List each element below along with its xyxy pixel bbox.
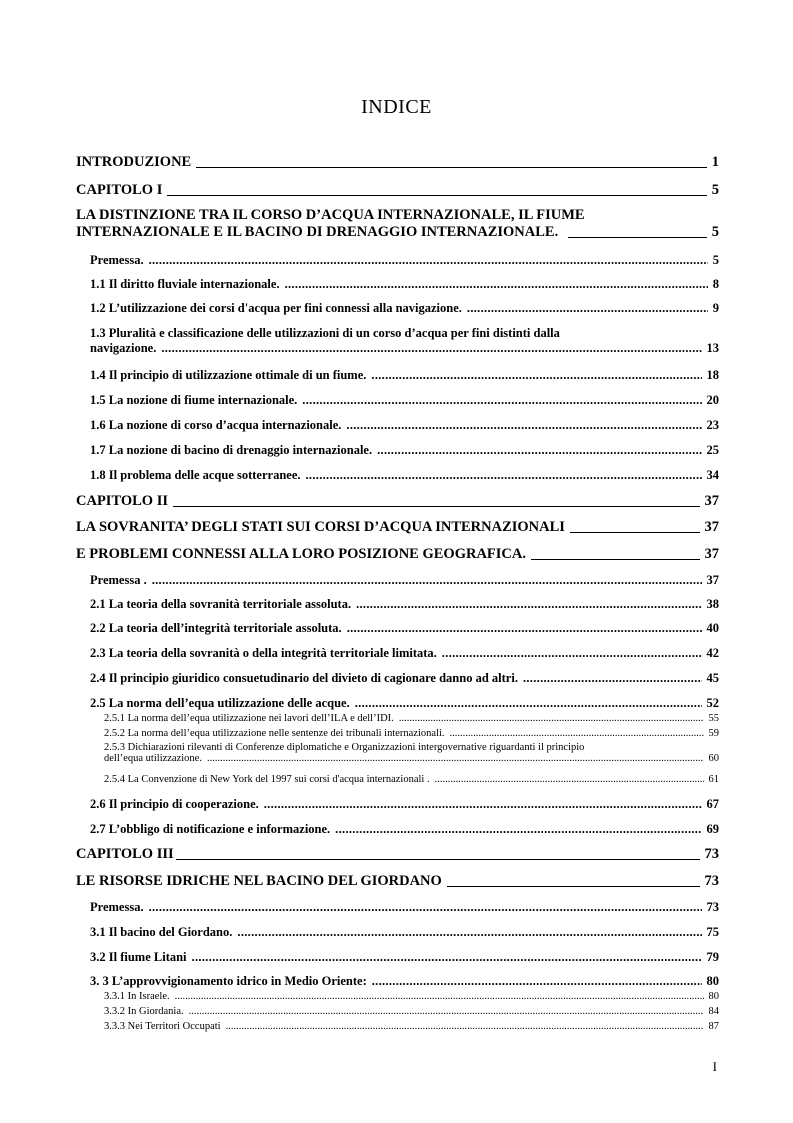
leader-dots bbox=[149, 900, 702, 915]
leader-dots bbox=[306, 468, 702, 483]
leader-dots bbox=[346, 418, 701, 433]
toc-entry-title: LA SOVRANITA’ DEGLI STATI SUI CORSI D’ACQUA INTERNAZIONALI bbox=[76, 519, 565, 535]
toc-entry-page: 55 bbox=[708, 713, 719, 724]
toc-entry-title: 1.5 La nozione di fiume internazionale. bbox=[90, 393, 298, 407]
leader-dots bbox=[356, 597, 701, 612]
toc-entry-3-2[interactable] bbox=[90, 950, 719, 965]
toc-entry-page: 37 bbox=[706, 573, 719, 587]
toc-entry-page: 1 bbox=[711, 154, 719, 170]
toc-entry-page: 84 bbox=[708, 1006, 719, 1017]
toc-entry-page: 23 bbox=[706, 418, 719, 432]
page-number: I bbox=[712, 1059, 717, 1074]
toc-entry-1-7[interactable] bbox=[90, 443, 719, 458]
toc-entry-title: CAPITOLO II bbox=[76, 493, 168, 509]
toc-entry-1-8[interactable] bbox=[90, 468, 719, 483]
toc-entry-title: Premessa. bbox=[90, 253, 144, 267]
toc-entry-2-5[interactable] bbox=[90, 696, 719, 711]
toc-entry-page: 73 bbox=[706, 900, 719, 914]
toc-entry-2-6[interactable] bbox=[90, 797, 719, 812]
toc-entry-title: 2.5.4 La Convenzione di New York del 1997 sui corsi d'acqua internazionali . bbox=[104, 774, 430, 785]
leader-dots bbox=[347, 621, 702, 636]
leader-dots bbox=[377, 443, 701, 458]
toc-entry-title-line1: 2.5.3 Dichiarazioni rilevanti di Conferenze diplomatiche e Organizzazioni intergovernative riguardanti il principio bbox=[104, 742, 585, 753]
toc-entry-title: 1.7 La nozione di bacino di drenaggio internazionale. bbox=[90, 443, 373, 457]
toc-entry-page: 18 bbox=[706, 368, 719, 382]
toc-entry-title: 2.1 La teoria della sovranità territoriale assoluta. bbox=[90, 597, 352, 611]
toc-entry-page: 80 bbox=[706, 974, 719, 988]
leader-line bbox=[167, 195, 706, 196]
toc-entry-title: Premessa. bbox=[90, 900, 144, 914]
toc-entry-2-5-1[interactable] bbox=[104, 713, 719, 724]
toc-entry-sovranita[interactable] bbox=[76, 519, 719, 536]
toc-entry-title-line1: LA DISTINZIONE TRA IL CORSO D’ACQUA INTERNAZIONALE, IL FIUME bbox=[76, 207, 585, 223]
leader-line bbox=[570, 532, 700, 533]
toc-entry-premessa-2[interactable] bbox=[90, 573, 719, 588]
toc-entry-premessa-3[interactable] bbox=[90, 900, 719, 915]
toc-entry-3-3-3[interactable] bbox=[104, 1021, 719, 1032]
leader-dots bbox=[467, 301, 708, 316]
toc-entry-page: 60 bbox=[708, 753, 719, 764]
leader-line bbox=[176, 859, 700, 860]
toc-entry-problemi[interactable] bbox=[76, 546, 719, 563]
toc-entry-introduzione[interactable] bbox=[76, 154, 719, 171]
leader-dots bbox=[399, 713, 704, 724]
toc-entry-page: 5 bbox=[712, 253, 719, 267]
leader-dots bbox=[237, 925, 701, 940]
toc-entry-title: Premessa . bbox=[90, 573, 147, 587]
toc-entry-title: 1.6 La nozione di corso d’acqua internazionale. bbox=[90, 418, 342, 432]
toc-entry-1-3[interactable] bbox=[90, 326, 719, 356]
toc-entry-page: 52 bbox=[706, 696, 719, 710]
toc-entry-page: 20 bbox=[706, 393, 719, 407]
toc-entry-3-1[interactable] bbox=[90, 925, 719, 940]
toc-entry-distinzione[interactable] bbox=[76, 207, 719, 241]
toc-entry-title: 2.4 Il principio giuridico consuetudinario del divieto di cagionare danno ad altri. bbox=[90, 671, 518, 685]
toc-entry-1-1[interactable] bbox=[90, 277, 719, 292]
toc-entry-page: 13 bbox=[706, 341, 719, 355]
toc-entry-title: 2.6 Il principio di cooperazione. bbox=[90, 797, 259, 811]
toc-entry-page: 8 bbox=[712, 277, 719, 291]
toc-entry-page: 79 bbox=[706, 950, 719, 964]
toc-entry-title: 2.7 L’obbligo di notificazione e informazione. bbox=[90, 822, 331, 836]
toc-entry-title: 1.4 Il principio di utilizzazione ottimale di un fiume. bbox=[90, 368, 367, 382]
toc-entry-1-4[interactable] bbox=[90, 368, 719, 383]
leader-dots bbox=[355, 696, 702, 711]
leader-dots bbox=[192, 950, 702, 965]
toc-entry-page: 25 bbox=[706, 443, 719, 457]
toc-entry-page: 67 bbox=[706, 797, 719, 811]
toc-entry-page: 73 bbox=[704, 873, 719, 889]
toc-entry-3-3-2[interactable] bbox=[104, 1006, 719, 1017]
leader-dots bbox=[152, 573, 702, 588]
toc-entry-page: 59 bbox=[708, 728, 719, 739]
leader-dots bbox=[450, 728, 704, 739]
leader-dots bbox=[285, 277, 708, 292]
leader-dots bbox=[371, 368, 701, 383]
toc-entry-2-4[interactable] bbox=[90, 671, 719, 686]
leader-line bbox=[568, 237, 707, 238]
toc-entry-risorse[interactable] bbox=[76, 873, 719, 890]
toc-entry-page: 40 bbox=[706, 621, 719, 635]
toc-entry-title: INTRODUZIONE bbox=[76, 154, 192, 170]
toc-entry-1-6[interactable] bbox=[90, 418, 719, 433]
toc-entry-2-2[interactable] bbox=[90, 621, 719, 636]
toc-entry-title-line2: INTERNAZIONALE E IL BACINO DI DRENAGGIO INTERNAZIONALE. bbox=[76, 224, 559, 240]
toc-entry-premessa-1[interactable] bbox=[90, 253, 719, 268]
toc-entry-2-3[interactable] bbox=[90, 646, 719, 661]
toc-entry-title: CAPITOLO III bbox=[76, 846, 174, 862]
toc-entry-title-line2: dell’equa utilizzazione. bbox=[104, 753, 202, 764]
leader-line bbox=[196, 167, 707, 168]
toc-entry-title: 3.3.1 In Israele. bbox=[104, 991, 170, 1002]
leader-line bbox=[531, 559, 700, 560]
toc-entry-page: 80 bbox=[708, 991, 719, 1002]
leader-dots bbox=[175, 991, 704, 1002]
toc-entry-title: LE RISORSE IDRICHE NEL BACINO DEL GIORDANO bbox=[76, 873, 442, 889]
toc-entry-2-1[interactable] bbox=[90, 597, 719, 612]
leader-line bbox=[447, 886, 700, 887]
toc-entry-page: 5 bbox=[711, 182, 719, 198]
toc-entry-1-2[interactable] bbox=[90, 301, 719, 316]
toc-entry-2-7[interactable] bbox=[90, 822, 719, 837]
toc-entry-page: 37 bbox=[704, 519, 719, 535]
toc-entry-title: 1.2 L’utilizzazione dei corsi d'acqua per fini connessi alla navigazione. bbox=[90, 301, 462, 315]
toc-entry-title: E PROBLEMI CONNESSI ALLA LORO POSIZIONE GEOGRAFICA. bbox=[76, 546, 526, 562]
leader-line bbox=[173, 506, 700, 507]
toc-entry-title: CAPITOLO I bbox=[76, 182, 163, 198]
toc-entry-title: 3.2 Il fiume Litani bbox=[90, 950, 187, 964]
toc-entry-title: 2.5 La norma dell’equa utilizzazione delle acque. bbox=[90, 696, 350, 710]
toc-entry-page: 61 bbox=[708, 774, 719, 785]
leader-dots bbox=[372, 974, 702, 989]
toc-entry-title: 1.8 Il problema delle acque sotterranee. bbox=[90, 468, 301, 482]
toc-entry-page: 37 bbox=[704, 493, 719, 509]
toc-entry-title: 3.3.2 In Giordania. bbox=[104, 1006, 184, 1017]
toc-entry-capitolo-3[interactable] bbox=[76, 846, 719, 863]
leader-dots bbox=[207, 753, 704, 764]
toc-entry-title-line1: 1.3 Pluralità e classificazione delle utilizzazioni di un corso d’acqua per fini distinti dalla bbox=[90, 326, 560, 340]
leader-dots bbox=[226, 1021, 704, 1032]
toc-entry-page: 42 bbox=[706, 646, 719, 660]
leader-dots bbox=[442, 646, 702, 661]
toc-entry-page: 37 bbox=[704, 546, 719, 562]
leader-dots bbox=[264, 797, 702, 812]
toc-entry-page: 5 bbox=[711, 224, 719, 240]
toc-entry-title: 2.2 La teoria dell’integrità territoriale assoluta. bbox=[90, 621, 342, 635]
toc-entry-capitolo-1[interactable] bbox=[76, 182, 719, 199]
toc-entry-page: 45 bbox=[706, 671, 719, 685]
toc-entry-title: 3. 3 L’approvvigionamento idrico in Medio Oriente: bbox=[90, 974, 367, 988]
leader-dots bbox=[523, 671, 702, 686]
toc-entry-page: 73 bbox=[704, 846, 719, 862]
toc-entry-page: 87 bbox=[708, 1021, 719, 1032]
leader-dots bbox=[302, 393, 701, 408]
leader-dots bbox=[189, 1006, 704, 1017]
leader-dots bbox=[335, 822, 701, 837]
toc-entry-page: 34 bbox=[706, 468, 719, 482]
toc-entry-3-3[interactable] bbox=[90, 974, 719, 989]
toc-entry-title: 1.1 Il diritto fluviale internazionale. bbox=[90, 277, 280, 291]
toc-entry-title-line2: navigazione. bbox=[90, 341, 157, 355]
toc-entry-2-5-3[interactable] bbox=[104, 742, 719, 764]
toc-entry-page: 9 bbox=[712, 301, 719, 315]
toc-entry-capitolo-2[interactable] bbox=[76, 493, 719, 510]
toc-entry-title: 2.5.1 La norma dell’equa utilizzazione nei lavori dell’ILA e dell’IDI. bbox=[104, 713, 394, 724]
leader-dots bbox=[161, 341, 701, 356]
toc-entry-title: 3.1 Il bacino del Giordano. bbox=[90, 925, 233, 939]
leader-dots bbox=[149, 253, 708, 268]
leader-dots bbox=[435, 774, 704, 785]
toc-entry-2-5-2[interactable] bbox=[104, 728, 719, 739]
toc-entry-title: 3.3.3 Nei Territori Occupati bbox=[104, 1021, 221, 1032]
toc-entry-page: 69 bbox=[706, 822, 719, 836]
toc-entry-page: 75 bbox=[706, 925, 719, 939]
toc-entry-title: 2.3 La teoria della sovranità o della integrità territoriale limitata. bbox=[90, 646, 437, 660]
toc-entry-page: 38 bbox=[706, 597, 719, 611]
toc-entry-3-3-1[interactable] bbox=[104, 991, 719, 1002]
toc-entry-2-5-4[interactable] bbox=[104, 774, 719, 785]
page-title: INDICE bbox=[361, 96, 432, 118]
toc-entry-1-5[interactable] bbox=[90, 393, 719, 408]
toc-entry-title: 2.5.2 La norma dell’equa utilizzazione nelle sentenze dei tribunali internazionali. bbox=[104, 728, 445, 739]
